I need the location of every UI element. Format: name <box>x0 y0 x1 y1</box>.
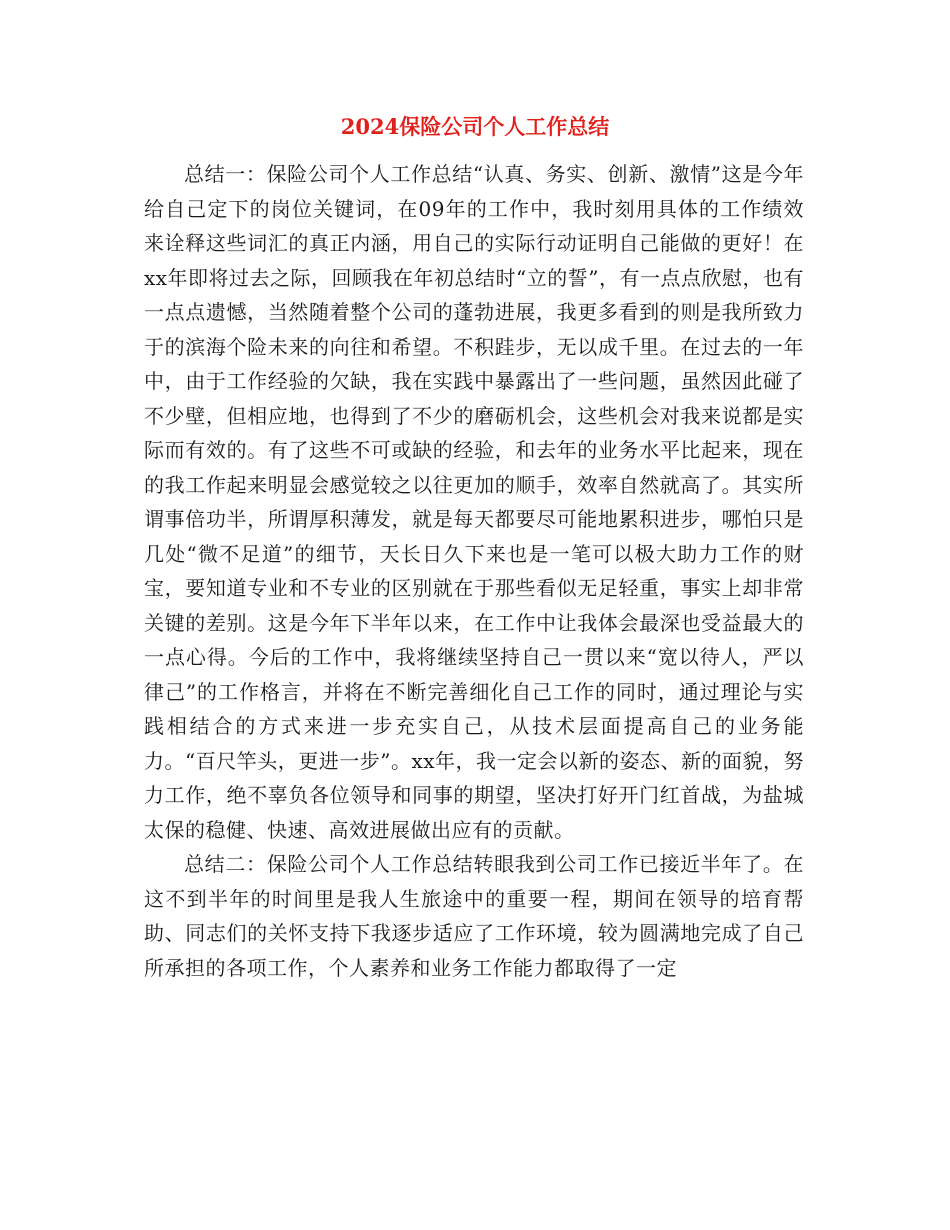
document-title: 2024保险公司个人工作总结 <box>340 114 610 139</box>
document-body <box>144 157 804 985</box>
paragraph-summary-two: 总结二：保险公司个人工作总结转眼我到公司工作已接近半年了。在这不到半年的时间里是我人生旅途中的重要一程，期间在领导的培育帮助、同志们的关怀支持下我逐步适应了工作环境，较为圆满地完成了自己所承担的各项工作，个人素养和业务工作能力都取得了一定 <box>144 852 804 980</box>
paragraph-summary-one: 总结一：保险公司个人工作总结“认真、务实、创新、激情”这是今年给自己定下的岗位关键词，在09年的工作中，我时刻用具体的工作绩效来诠释这些词汇的真正内涵，用自己的实际行动证明自己能做的更好！在xx年即将过去之际，回顾我在年初总结时“立的誓”，有一点点欣慰，也有一点点遗憾，当然随着整个公司的蓬勃进展，我更多看到的则是我所致力于的滨海个险未来的向往和希望。不积跬步，无以成千里。在过去的一年中，由于工作经验的欠缺，我在实践中暴露出了一些问题，虽然因此碰了不少壁，但相应地，也得到了不少的磨砺机会，这些机会对我来说都是实际而有效的。有了这些不可或缺的经验，和去年的业务水平比起来，现在的我工作起来明显会感觉较之以往更加的顺手，效率自然就高了。其实所谓事倍功半，所谓厚积薄发，就是每天都要尽可能地累积进步，哪怕只是几处“微不足道”的细节，天长日久下来也是一笔可以极大助力工作的财宝，要知道专业和不专业的区别就在于那些看似无足轻重，事实上却非常关键的差别。这是今年下半年以来，在工作中让我体会最深也受益最大的一点心得。今后的工作中，我将继续坚持自己一贯以来“宽以待人，严以律己”的工作格言，并将在不断完善细化自己工作的同时，通过理论与实践相结合的方式来进一步充实自己，从技术层面提高自己的业务能力。“百尺竿头，更进一步”。xx年，我一定会以新的姿态、新的面貌，努力工作，绝不辜负各位领导和同事的期望，坚决打好开门红首战，为盐城太保的稳健、快速、高效进展做出应有的贡献。 <box>144 162 805 842</box>
